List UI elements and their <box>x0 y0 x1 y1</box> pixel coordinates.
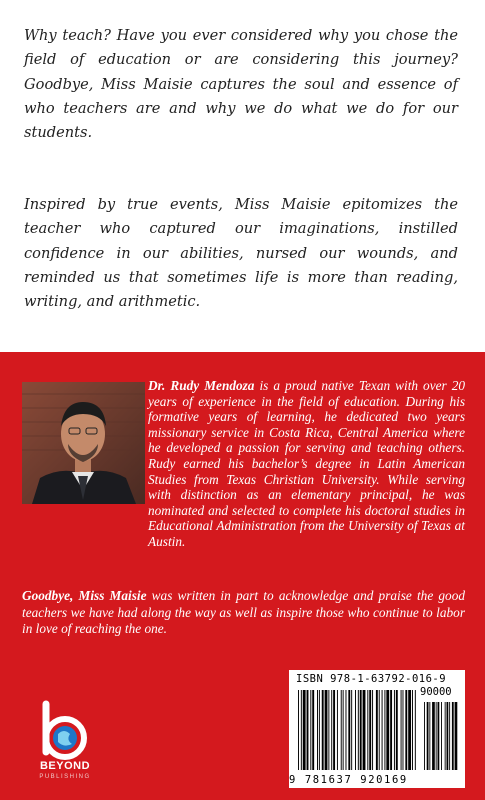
author-bio-text: is a proud native Texan with over 20 years of experience in the field of education. During his formative years of learning, he dedicated two years missionary service in Costa Rica, Central America where he developed a passion for serving and teaching others. Rudy earned his bachelor’s degree in Latin American Studies from Texas Christian University. While serving with distinction as an elementary principal, he was nominated and selected to complete his doctoral studies in Educational Administration from the University of Texas at Austin. <box>148 378 465 549</box>
barcode-bar <box>369 690 371 770</box>
barcode-bar <box>348 690 350 770</box>
isbn-number: ISBN 978-1-63792-016-9 <box>296 673 447 685</box>
author-photo <box>22 382 145 504</box>
author-bio <box>148 378 465 550</box>
barcode-bar <box>341 690 342 770</box>
barcode-bar <box>384 690 385 770</box>
price-code: 90000 <box>420 686 452 698</box>
barcode-bar <box>403 690 404 770</box>
barcode-bar <box>396 690 398 770</box>
barcode-bar <box>401 690 402 770</box>
barcode-bar <box>317 690 318 770</box>
barcode-bar <box>427 702 429 770</box>
barcode-bar <box>449 702 450 770</box>
barcode-bar <box>386 690 389 770</box>
barcode-bar <box>412 690 413 770</box>
barcode-bar <box>382 690 383 770</box>
barcode-bar <box>325 690 328 770</box>
barcode-bar <box>310 690 311 770</box>
barcode-bar <box>298 690 299 770</box>
barcode-bar <box>405 690 407 770</box>
synopsis-paragraph-1: Why teach? Have you ever considered why you chose the field of education or are considering this journey? Goodbye, Miss Maisie captures the soul and essence of who teachers are and why we do what we do for our students. <box>24 27 458 142</box>
synopsis-section <box>0 0 485 352</box>
barcode-bar <box>376 690 378 770</box>
barcode-bar <box>441 702 442 770</box>
book-title: Goodbye, Miss Maisie <box>22 588 147 603</box>
barcode-bar <box>415 690 416 770</box>
barcode-bar <box>307 690 309 770</box>
barcode-bar <box>351 690 352 770</box>
barcode-bar <box>408 690 411 770</box>
publisher-logo-icon <box>20 696 110 786</box>
barcode-bar <box>331 690 332 770</box>
barcode-bar <box>301 690 302 770</box>
barcode-bar <box>436 702 437 770</box>
barcode-bar <box>343 690 344 770</box>
barcode-bar <box>367 690 368 770</box>
barcode-bar <box>322 690 324 770</box>
barcode-bar <box>355 690 356 770</box>
barcode-bar <box>360 690 362 770</box>
barcode-bar <box>372 690 373 770</box>
publisher-name: BEYOND <box>39 760 91 772</box>
publisher-tagline: PUBLISHING <box>39 774 91 780</box>
barcode-bar <box>438 702 440 770</box>
barcode-bar <box>346 690 347 770</box>
closing-text: was written in part to acknowledge and praise the good teachers we have had along the way as well as inspire those who continue to labor in love of reaching the one. <box>22 588 465 637</box>
barcode-bar <box>312 690 314 770</box>
barcode-bar <box>455 702 458 770</box>
barcode-bar <box>328 690 329 770</box>
closing-paragraph <box>22 588 465 638</box>
barcode-bar <box>390 690 392 770</box>
barcode-bar <box>445 702 446 770</box>
synopsis-paragraph-2: Inspired by true events, Miss Maisie epitomizes the teacher who captured our imaginations, instilled confidence in our abilities, nursed our wounds, and reminded us that sometimes life is more than reading, writing, and arithmetic. <box>24 196 458 311</box>
barcode-graphic <box>296 690 460 770</box>
barcode-bar <box>319 690 320 770</box>
barcode-bar <box>358 690 359 770</box>
barcode-bar <box>432 702 435 770</box>
barcode-bar <box>452 702 454 770</box>
barcode-bar <box>333 690 335 770</box>
barcode-bar <box>379 690 380 770</box>
barcode-bar <box>363 690 366 770</box>
barcode-bar <box>303 690 306 770</box>
author-name: Dr. Rudy Mendoza <box>148 378 255 393</box>
barcode-bar <box>429 702 430 770</box>
barcode-bar <box>337 690 338 770</box>
isbn-label <box>296 673 466 685</box>
barcode-bar <box>424 702 425 770</box>
barcode-bar <box>447 702 449 770</box>
barcode-bar <box>394 690 395 770</box>
ean-digits: 9 781637 920169 <box>289 774 408 786</box>
